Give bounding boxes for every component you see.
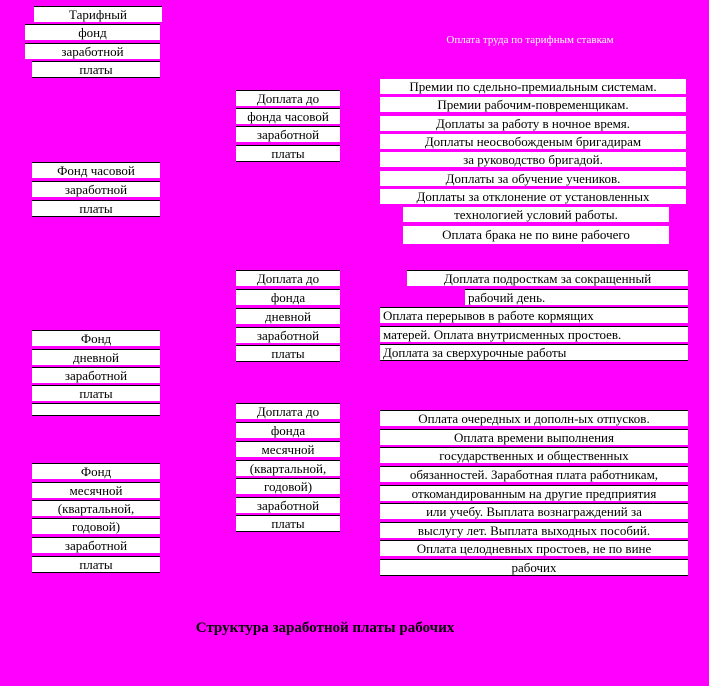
item-line: Премии рабочим-повременщикам. — [380, 97, 686, 112]
monthly-items-box — [380, 410, 688, 578]
item-line: выслугу лет. Выплата выходных пособий. — [380, 522, 688, 538]
to-daily-fund-box — [236, 270, 340, 364]
box-line: платы — [32, 200, 160, 217]
item-line: рабочих — [380, 559, 688, 576]
item-line: Оплата целодневных простоев, не по вине — [380, 540, 688, 556]
item-line: рабочий день. — [465, 289, 688, 305]
item-line: Доплаты за обучение учеников. — [380, 171, 686, 186]
item-line: Премии по сдельно-премиальным системам. — [380, 79, 686, 94]
item-line: Доплата подросткам за сокращенный — [407, 270, 688, 286]
item-line: Доплата за сверхурочные работы — [380, 344, 688, 361]
box-line: заработной — [32, 367, 160, 383]
box-line: Фонд — [32, 463, 160, 479]
box-line: фонда — [236, 422, 340, 438]
item-line: обязанностей. Заработная плата работникам, — [380, 466, 688, 482]
item-line: Доплаты неосвобожденым бригадирам — [380, 134, 686, 149]
item-line: технологией условий работы. — [403, 207, 669, 222]
box-line: платы — [32, 61, 160, 78]
box-line: заработной — [236, 327, 340, 343]
item-line: Оплата брака не по вине рабочего — [403, 226, 669, 244]
item-line: откомандированным на другие предприятия — [380, 485, 688, 501]
hourly-fund-box — [32, 162, 160, 219]
box-line: платы — [32, 385, 160, 401]
box-line: заработной — [32, 537, 160, 553]
box-line: дневной — [32, 349, 160, 365]
box-line: платы — [32, 556, 160, 573]
item-line: Доплаты за работу в ночное время. — [380, 116, 686, 131]
item-line: матерей. Оплата внутрисменных простоев. — [380, 326, 688, 342]
box-line: (квартальной, — [32, 500, 160, 516]
box-line: заработной — [236, 126, 340, 142]
item-line: Оплата перерывов в работе кормящих — [380, 307, 688, 323]
monthly-fund-box — [32, 463, 160, 575]
box-line: дневной — [236, 308, 340, 324]
box-line: фонда — [236, 289, 340, 305]
item-line: Доплаты за отклонение от установленных — [380, 189, 686, 204]
box-line: фонда часовой — [236, 108, 340, 124]
box-line: годовой) — [236, 478, 340, 494]
box-line: фонд — [25, 24, 160, 40]
box-line: Доплата до — [236, 90, 340, 106]
to-hourly-fund-box — [236, 90, 340, 163]
item-line: Оплата времени выполнения — [380, 429, 688, 445]
box-line: заработной — [236, 497, 340, 513]
box-line: (квартальной, — [236, 460, 340, 476]
box-line: платы — [236, 515, 340, 532]
box-line — [32, 403, 160, 416]
box-line: заработной — [32, 181, 160, 197]
box-line: Доплата до — [236, 403, 340, 419]
box-line: Доплата до — [236, 270, 340, 286]
item-line: Оплата очередных и дополн-ых отпусков. — [380, 410, 688, 426]
diagram-heading: Оплата труда по тарифным ставкам — [446, 34, 614, 46]
box-line: Фонд часовой — [32, 162, 160, 178]
to-monthly-fund-box — [236, 403, 340, 534]
item-line: за руководство бригадой. — [380, 152, 686, 167]
box-line: платы — [236, 145, 340, 162]
box-line: Фонд — [32, 330, 160, 346]
item-line: или учебу. Выплата вознаграждений за — [380, 503, 688, 519]
diagram-caption: Структура заработной платы рабочих — [195, 620, 455, 636]
box-line: Тарифный — [34, 6, 162, 22]
daily-fund-box — [32, 330, 160, 416]
box-line: заработной — [25, 43, 160, 59]
item-line: государственных и общественных — [380, 447, 688, 463]
box-line: годовой) — [32, 518, 160, 534]
box-line: месячной — [32, 482, 160, 498]
box-line: месячной — [236, 441, 340, 457]
box-line: платы — [236, 345, 340, 362]
